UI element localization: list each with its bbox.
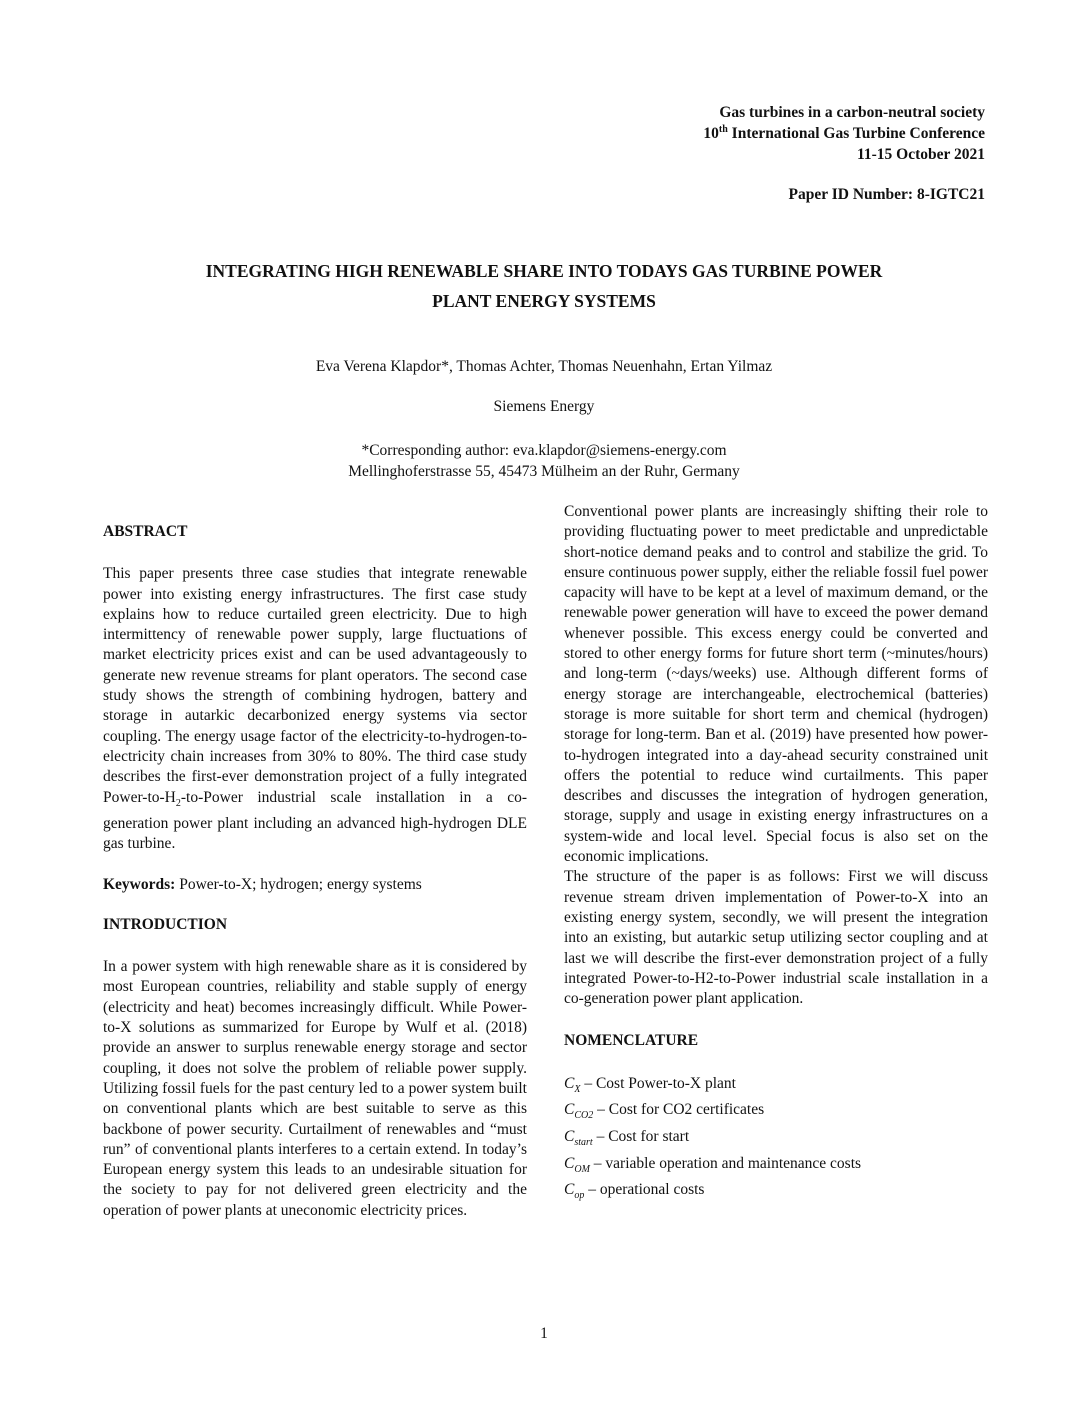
conference-name: 10th International Gas Turbine Conference xyxy=(703,123,985,142)
page-number: 1 xyxy=(540,1325,548,1342)
title-line-2: PLANT ENERGY SYSTEMS xyxy=(432,291,656,311)
conference-header xyxy=(703,102,985,165)
nomenclature-item xyxy=(564,1100,988,1127)
introduction-heading: INTRODUCTION xyxy=(103,915,228,933)
affiliation: Siemens Energy xyxy=(493,398,595,415)
nomenclature-symbol: $C_X$ xyxy=(564,1074,581,1095)
contact-info xyxy=(100,440,988,482)
conference-dates: 11-15 October 2021 xyxy=(856,146,985,163)
nomenclature-list xyxy=(564,1074,988,1207)
nomenclature-symbol: $C_{CO2}$ xyxy=(564,1101,594,1122)
nomenclature-symbol: $C_{op}$ xyxy=(564,1181,585,1202)
nomenclature-symbol: $C_{OM}$ xyxy=(564,1154,590,1175)
abstract-heading: ABSTRACT xyxy=(103,523,188,540)
corresponding-author: *Corresponding author: eva.klapdor@siemens-energy.com xyxy=(361,442,727,459)
right-column xyxy=(564,502,988,1207)
nomenclature-item xyxy=(564,1154,988,1181)
nomenclature-description: – variable operation and maintenance costs xyxy=(589,1154,862,1172)
paper-title xyxy=(100,256,988,316)
nomenclature-symbol: $C_{start}$ xyxy=(564,1127,593,1148)
nomenclature-item xyxy=(564,1127,988,1154)
nomenclature-item xyxy=(564,1074,988,1101)
nomenclature-description: – Cost Power-to-X plant xyxy=(580,1074,736,1092)
address: Mellinghoferstrasse 55, 45473 Mülheim an der Ruhr, Germany xyxy=(348,463,740,480)
conference-series: Gas turbines in a carbon-neutral society xyxy=(719,104,985,121)
keywords: Keywords: Power-to-X; hydrogen; energy systems xyxy=(103,875,422,893)
introduction-paragraph-2: Conventional power plants are increasingly shifting their role to providing fluctuating power to meet predictable and unpredictable short-notice demand peaks and to control and stabilize the grid. To ensure continuous power supply, either the reliable fossil fuel power capacity will have to be kept at a level of maximum demand, or the renewable power generation will have to exceed the power demand whenever possible. This excess energy could be converted and stored to other energy forms for future short term (~minutes/hours) and long-term (~days/weeks) use. Although different forms of energy storage are interchangeable, electrochemical (batteries) storage is more suitable for short term and chemical (hydrogen) storage for long-term. Ban et al. (2019) have presented how power-to-hydrogen integrated into a day-ahead security constrained unit offers the potential to reduce wind curtailments. This paper describes and discusses the integration of hydrogen generation, storage, supply and usage in existing energy infrastructures on a system-wide and local level. Special focus is also set on the economic implications. xyxy=(564,503,988,866)
nomenclature-description: – Cost for start xyxy=(592,1127,690,1145)
left-column xyxy=(103,522,527,1221)
abstract-text: This paper presents three case studies that integrate renewable power into existing energy infrastructures. The first case study explains how to reduce curtailed green electricity. Due to high intermittency of renewable power supply, large fluctuations of market electricity prices exist and can be used advantageously to generate new revenue streams for plant operators. The second case study shows the strength of combining hydrogen, battery and storage in autarkic decarbonized energy systems via sector coupling. The energy usage factor of the electricity-to-hydrogen-to-electricity chain increases from 30% to 80%. The third case study describes the first-ever demonstration project of a fully integrated Power-$to-H_2-to$-Power industrial scale installation in a co-generation power plant including an advanced high-hydrogen DLE gas turbine. xyxy=(103,565,527,853)
author-list: Eva Verena Klapdor*, Thomas Achter, Thomas Neuenhahn, Ertan Yilmaz xyxy=(315,358,773,375)
introduction-paragraph-1: In a power system with high renewable share as it is considered by most European countries, reliability and stable supply of energy (electricity and heat) becomes increasingly difficult. While Power-to-X solutions as summarized for Europe by Wulf et al. (2018) provide an answer to surplus renewable energy storage and sector coupling, it does not solve the problem of reliable power supply. Utilizing fossil fuels for the past century led to a power system built on conventional plants which are best suitable to serve as this backbone of power security. Curtailment of renewables and “must run” of conventional plants interferes to a certain extend. In today’s European energy system this leads to an undesirable situation for the society to pay for not delivered green electricity and the operation of power plants at uneconomic electricity prices. xyxy=(103,958,527,1219)
nomenclature-description: – Cost for CO2 certificates xyxy=(593,1101,765,1119)
nomenclature-description: – operational costs xyxy=(584,1181,705,1199)
paper-id: Paper ID Number: 8-IGTC21 xyxy=(788,186,985,203)
title-line-1: INTEGRATING HIGH RENEWABLE SHARE INTO TODAYS GAS TURBINE POWER xyxy=(205,261,883,281)
nomenclature-heading: NOMENCLATURE xyxy=(564,1032,699,1050)
nomenclature-item xyxy=(564,1180,988,1207)
introduction-paragraph-3: The structure of the paper is as follows: First we will discuss revenue stream driven implementation of Power-to-X into an existing energy system, secondly, we will present the integration into an existing, but autarkic setup utilizing sector coupling and at last we will describe the first-ever demonstration project of a fully integrated Power-to-H2-to-Power industrial scale installation in a co-generation power plant application. xyxy=(564,868,988,1008)
